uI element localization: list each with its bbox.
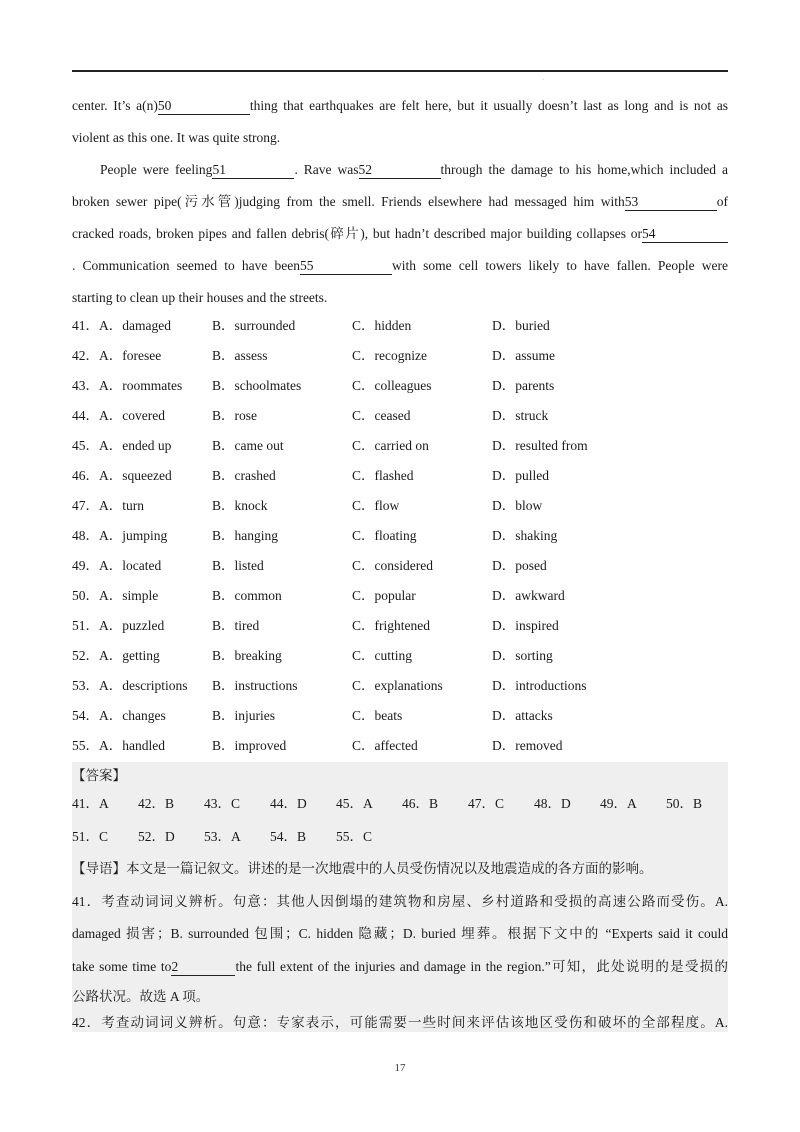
question-row xyxy=(72,642,728,672)
option-a: 44．A．covered xyxy=(72,408,165,423)
page-number: 17 xyxy=(394,1062,406,1074)
answer-heading: 【答案】 xyxy=(72,768,126,783)
option-c: C．flow xyxy=(352,498,400,513)
option-d: D．posed xyxy=(492,558,547,573)
guide-text: 【导语】本文是一篇记叙文。讲述的是一次地震中的人员受伤情况以及地震造成的各方面的影响。 xyxy=(72,861,653,876)
answer-key: 48．D xyxy=(534,796,571,811)
option-c: C．ceased xyxy=(352,408,411,423)
option-c: C．flashed xyxy=(352,468,414,483)
explanation-line: 42．考查动词词义辨析。句意：专家表示，可能需要一些时间来评估该地区受伤和破坏的全部程度。A. xyxy=(72,1015,728,1030)
question-row xyxy=(72,702,728,732)
explanation-line: 公路状况。故选 A 项。 xyxy=(72,989,210,1004)
question-row xyxy=(72,612,728,642)
option-b: B．improved xyxy=(212,738,287,753)
passage-line: starting to clean up their houses and the streets. xyxy=(72,290,328,305)
option-c: C．colleagues xyxy=(352,378,432,393)
option-b: B．crashed xyxy=(212,468,276,483)
blank-2: 2 xyxy=(171,958,235,976)
option-d: D．introductions xyxy=(492,678,587,693)
option-b: B．breaking xyxy=(212,648,282,663)
option-a: 45．A．ended up xyxy=(72,438,172,453)
question-row xyxy=(72,552,728,582)
option-c: C．floating xyxy=(352,528,417,543)
question-row xyxy=(72,372,728,402)
passage-text: . Rave was xyxy=(294,162,359,177)
answer-key: 47．C xyxy=(468,796,505,811)
answer-key: 50．B xyxy=(666,796,703,811)
answer-key: 44．D xyxy=(270,796,307,811)
option-d: D．parents xyxy=(492,378,555,393)
options-list xyxy=(72,312,728,762)
option-b: B．tired xyxy=(212,618,260,633)
option-b: B．hanging xyxy=(212,528,278,543)
option-d: D．removed xyxy=(492,738,563,753)
option-c: C．cutting xyxy=(352,648,412,663)
option-c: C．affected xyxy=(352,738,418,753)
blank-54: 54 xyxy=(642,225,728,243)
answer-key-row xyxy=(72,825,728,849)
option-d: D．attacks xyxy=(492,708,553,723)
question-row xyxy=(72,432,728,462)
question-row xyxy=(72,522,728,552)
option-b: B．schoolmates xyxy=(212,378,302,393)
answer-key: 49．A xyxy=(600,796,637,811)
option-a: 53．A．descriptions xyxy=(72,678,188,693)
option-d: D．struck xyxy=(492,408,549,423)
question-row xyxy=(72,492,728,522)
option-a: 49．A．located xyxy=(72,558,162,573)
answer-key: 52．D xyxy=(138,829,175,844)
option-d: D．sorting xyxy=(492,648,553,663)
option-c: C．hidden xyxy=(352,318,412,333)
answer-section xyxy=(72,762,728,1032)
passage-text: thing that earthquakes are felt here, but it usually doesn’t last as long and is not as xyxy=(249,98,728,113)
option-d: D．pulled xyxy=(492,468,549,483)
option-c: C．explanations xyxy=(352,678,443,693)
question-row xyxy=(72,402,728,432)
option-c: C．frightened xyxy=(352,618,430,633)
passage-line xyxy=(72,221,728,253)
option-a: 43．A．roommates xyxy=(72,378,183,393)
header-rule xyxy=(72,70,728,72)
option-c: C．beats xyxy=(352,708,403,723)
option-d: D．buried xyxy=(492,318,550,333)
passage-text: of xyxy=(716,194,728,209)
blank-52: 52 xyxy=(359,161,441,179)
question-row xyxy=(72,672,728,702)
answer-key: 43．C xyxy=(204,796,241,811)
passage-line xyxy=(72,93,728,125)
question-row xyxy=(72,582,728,612)
answer-key: 54．B xyxy=(270,829,307,844)
option-c: C．considered xyxy=(352,558,433,573)
question-row xyxy=(72,732,728,762)
option-d: D．blow xyxy=(492,498,543,513)
option-b: B．instructions xyxy=(212,678,298,693)
blank-53: 53 xyxy=(625,193,717,211)
blank-55: 55 xyxy=(300,257,392,275)
option-c: C．carried on xyxy=(352,438,429,453)
option-d: D．assume xyxy=(492,348,555,363)
option-b: B．knock xyxy=(212,498,268,513)
passage xyxy=(72,93,728,317)
answer-key: 55．C xyxy=(336,829,373,844)
passage-text: broken sewer pipe(污水管)judging from the smell. Friends elsewhere had messaged him with xyxy=(72,194,625,209)
option-a: 52．A．getting xyxy=(72,648,160,663)
answer-key: 42．B xyxy=(138,796,175,811)
passage-line xyxy=(72,189,728,221)
option-d: D．awkward xyxy=(492,588,565,603)
passage-text: with some cell towers likely to have fallen. People were xyxy=(392,258,728,273)
option-d: D．shaking xyxy=(492,528,558,543)
passage-text: cracked roads, broken pipes and fallen debris(碎片), but hadn’t described major building collapses or xyxy=(72,226,642,241)
option-a: 42．A．foresee xyxy=(72,348,162,363)
answer-key: 51．C xyxy=(72,829,109,844)
passage-text: . Communication seemed to have been xyxy=(72,258,300,273)
question-row xyxy=(72,342,728,372)
option-d: D．inspired xyxy=(492,618,559,633)
question-row xyxy=(72,312,728,342)
option-b: B．surrounded xyxy=(212,318,296,333)
option-d: D．resulted from xyxy=(492,438,588,453)
option-b: B．came out xyxy=(212,438,284,453)
answer-key: 46．B xyxy=(402,796,439,811)
passage-text: center. It’s a(n) xyxy=(72,98,158,113)
option-b: B．assess xyxy=(212,348,268,363)
option-c: C．recognize xyxy=(352,348,427,363)
passage-line: violent as this one. It was quite strong. xyxy=(72,130,281,145)
option-a: 46．A．squeezed xyxy=(72,468,172,483)
explanation-line: damaged 损害；B. surrounded 包围；C. hidden 隐藏；D. buried 埋葬。根据下文中的 “Experts said it could xyxy=(72,926,728,941)
explanation-text: the full extent of the injuries and damage in the region.”可知，此处说明的是受损的 xyxy=(235,959,728,974)
option-a: 50．A．simple xyxy=(72,588,159,603)
option-a: 55．A．handled xyxy=(72,738,165,753)
option-a: 51．A．puzzled xyxy=(72,618,165,633)
option-b: B．rose xyxy=(212,408,257,423)
option-b: B．common xyxy=(212,588,282,603)
option-a: 54．A．changes xyxy=(72,708,166,723)
option-c: C．popular xyxy=(352,588,416,603)
passage-line xyxy=(72,157,728,189)
answer-key: 41．A xyxy=(72,796,109,811)
header-mark: . xyxy=(543,76,545,82)
option-a: 41．A．damaged xyxy=(72,318,171,333)
answer-key-row xyxy=(72,792,728,816)
option-a: 47．A．turn xyxy=(72,498,144,513)
option-b: B．injuries xyxy=(212,708,275,723)
blank-51: 51 xyxy=(212,161,294,179)
explanation-text: take some time to xyxy=(72,959,172,974)
answer-key: 53．A xyxy=(204,829,241,844)
question-row xyxy=(72,462,728,492)
option-a: 48．A．jumping xyxy=(72,528,168,543)
option-b: B．listed xyxy=(212,558,264,573)
passage-text: through the damage to his home,which included a xyxy=(440,162,729,177)
passage-line xyxy=(72,253,728,285)
explanation-line xyxy=(72,955,728,979)
explanation-line: 41．考查动词词义辨析。句意：其他人因倒塌的建筑物和房屋、乡村道路和受损的高速公路而受伤。A. xyxy=(72,894,728,909)
answer-key: 45．A xyxy=(336,796,373,811)
passage-text: People were feeling xyxy=(100,162,213,177)
blank-50: 50 xyxy=(158,97,250,115)
